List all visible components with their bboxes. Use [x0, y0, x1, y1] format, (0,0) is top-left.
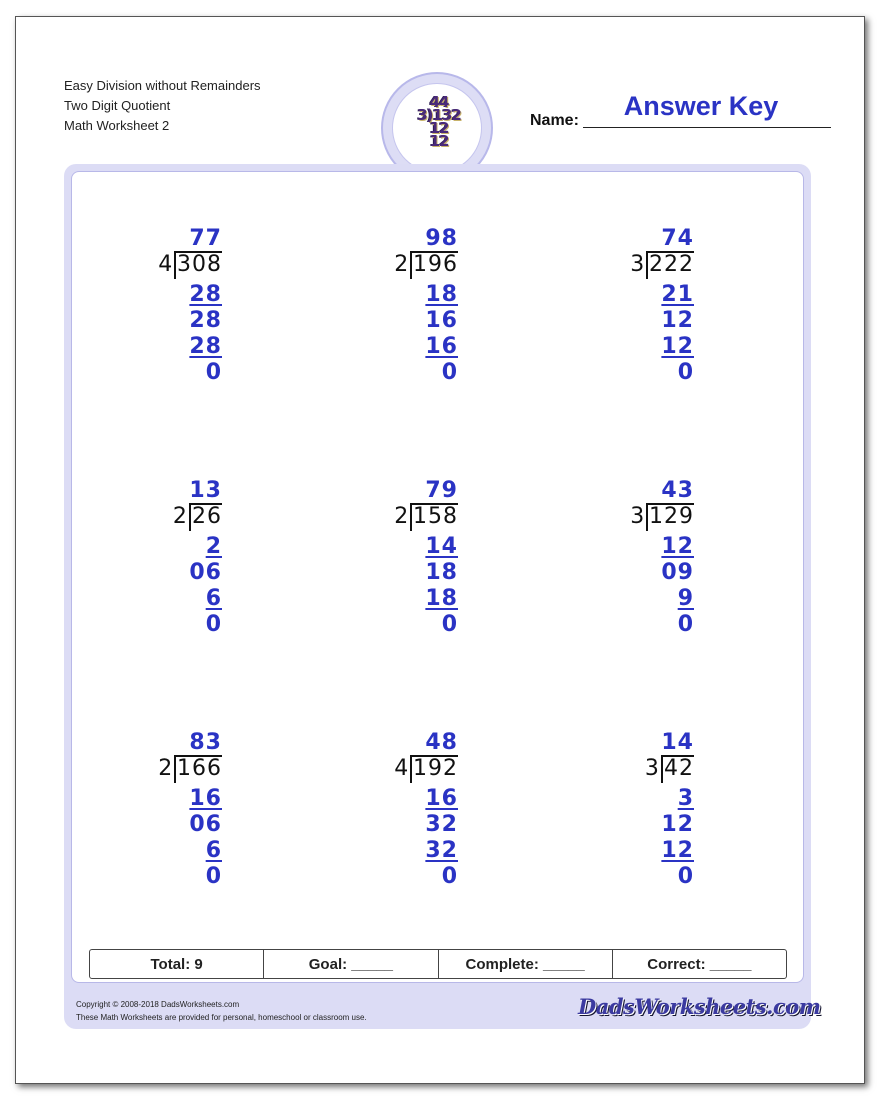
- score-correct: Correct: _____: [647, 955, 752, 973]
- work-step: 0: [441, 360, 458, 385]
- division-problem: [258, 730, 458, 900]
- division-problem: [258, 478, 458, 648]
- division-bracket: [174, 755, 222, 783]
- copyright-text: Copyright © 2008-2018 DadsWorksheets.com: [76, 1000, 240, 1009]
- logo-badge: [392, 83, 482, 173]
- divisor: 4: [158, 252, 173, 277]
- name-label: Name:: [530, 112, 579, 129]
- divisor: 2: [394, 504, 409, 529]
- work-step: 0: [205, 612, 222, 637]
- divisor: 4: [394, 756, 409, 781]
- dadsworksheets-logo: DadsWorksheets.com: [578, 994, 821, 1019]
- title-line-1: Easy Division without Remainders: [64, 78, 261, 93]
- work-step: 0: [441, 612, 458, 637]
- divisor: 2: [172, 504, 187, 529]
- division-bracket: [661, 755, 694, 783]
- work-step: 3: [677, 786, 694, 811]
- work-step: 14: [425, 534, 458, 559]
- work-step: 28: [189, 308, 222, 333]
- worksheet-title: [64, 76, 261, 136]
- division-bracket: [189, 503, 222, 531]
- work-step: 16: [425, 786, 458, 811]
- work-step: 12: [661, 334, 694, 359]
- division-problem: [494, 730, 694, 900]
- work-step: 18: [425, 586, 458, 611]
- work-step: 9: [677, 586, 694, 611]
- work-step: 28: [189, 334, 222, 359]
- work-step: 0: [677, 612, 694, 637]
- work-step: 32: [425, 838, 458, 863]
- score-total: Total: 9: [90, 950, 264, 978]
- division-problem: [258, 226, 458, 396]
- work-step: 16: [425, 308, 458, 333]
- divisor: 2: [158, 756, 173, 781]
- work-step: 0: [677, 360, 694, 385]
- score-row: [89, 949, 787, 979]
- work-step: 2: [205, 534, 222, 559]
- dividend: 192: [413, 756, 458, 781]
- divisor: 3: [630, 504, 645, 529]
- work-step: 0: [677, 864, 694, 889]
- work-step: 16: [425, 334, 458, 359]
- division-bracket: [410, 251, 458, 279]
- title-line-2: Two Digit Quotient: [64, 98, 171, 113]
- work-step: 6: [205, 838, 222, 863]
- division-problem: [22, 226, 222, 396]
- divisor: 3: [630, 252, 645, 277]
- division-problem: [22, 478, 222, 648]
- quotient: 98: [425, 226, 458, 251]
- quotient: 43: [661, 478, 694, 503]
- quotient: 74: [661, 226, 694, 251]
- work-step: 28: [189, 282, 222, 307]
- work-step: 12: [661, 308, 694, 333]
- work-step: 09: [661, 560, 694, 585]
- work-step: 0: [205, 864, 222, 889]
- dividend: 308: [177, 252, 222, 277]
- divisor: 3: [644, 756, 659, 781]
- work-step: 16: [189, 786, 222, 811]
- dividend: 196: [413, 252, 458, 277]
- dividend: 26: [192, 504, 222, 529]
- divisor: 2: [394, 252, 409, 277]
- quotient: 83: [189, 730, 222, 755]
- quotient: 79: [425, 478, 458, 503]
- work-step: 12: [661, 838, 694, 863]
- dividend: 222: [649, 252, 694, 277]
- division-bracket: [646, 251, 694, 279]
- quotient: 13: [189, 478, 222, 503]
- work-step: 0: [441, 864, 458, 889]
- work-step: 32: [425, 812, 458, 837]
- dividend: 166: [177, 756, 222, 781]
- usage-note: These Math Worksheets are provided for personal, homeschool or classroom use.: [76, 1013, 367, 1022]
- name-line: [583, 127, 831, 128]
- division-problem: [494, 226, 694, 396]
- dividend: 42: [664, 756, 694, 781]
- division-problem: [22, 730, 222, 900]
- work-step: 0: [205, 360, 222, 385]
- quotient: 14: [661, 730, 694, 755]
- work-step: 06: [189, 812, 222, 837]
- dividend: 129: [649, 504, 694, 529]
- division-problem: [494, 478, 694, 648]
- work-step: 12: [661, 812, 694, 837]
- dividend: 158: [413, 504, 458, 529]
- score-goal: Goal: _____: [264, 950, 438, 978]
- quotient: 77: [189, 226, 222, 251]
- division-bracket: [174, 251, 222, 279]
- work-step: 12: [661, 534, 694, 559]
- quotient: 48: [425, 730, 458, 755]
- score-complete: Complete: _____: [439, 950, 613, 978]
- copyright-block: [76, 998, 367, 1024]
- division-logo-icon: 44 3)132 12 12: [417, 93, 461, 150]
- division-bracket: [410, 503, 458, 531]
- work-step: 18: [425, 560, 458, 585]
- work-step: 21: [661, 282, 694, 307]
- title-line-3: Math Worksheet 2: [64, 118, 170, 133]
- work-step: 6: [205, 586, 222, 611]
- work-step: 18: [425, 282, 458, 307]
- division-bracket: [410, 755, 458, 783]
- division-bracket: [646, 503, 694, 531]
- work-step: 06: [189, 560, 222, 585]
- answer-key-title: Answer Key: [623, 91, 779, 121]
